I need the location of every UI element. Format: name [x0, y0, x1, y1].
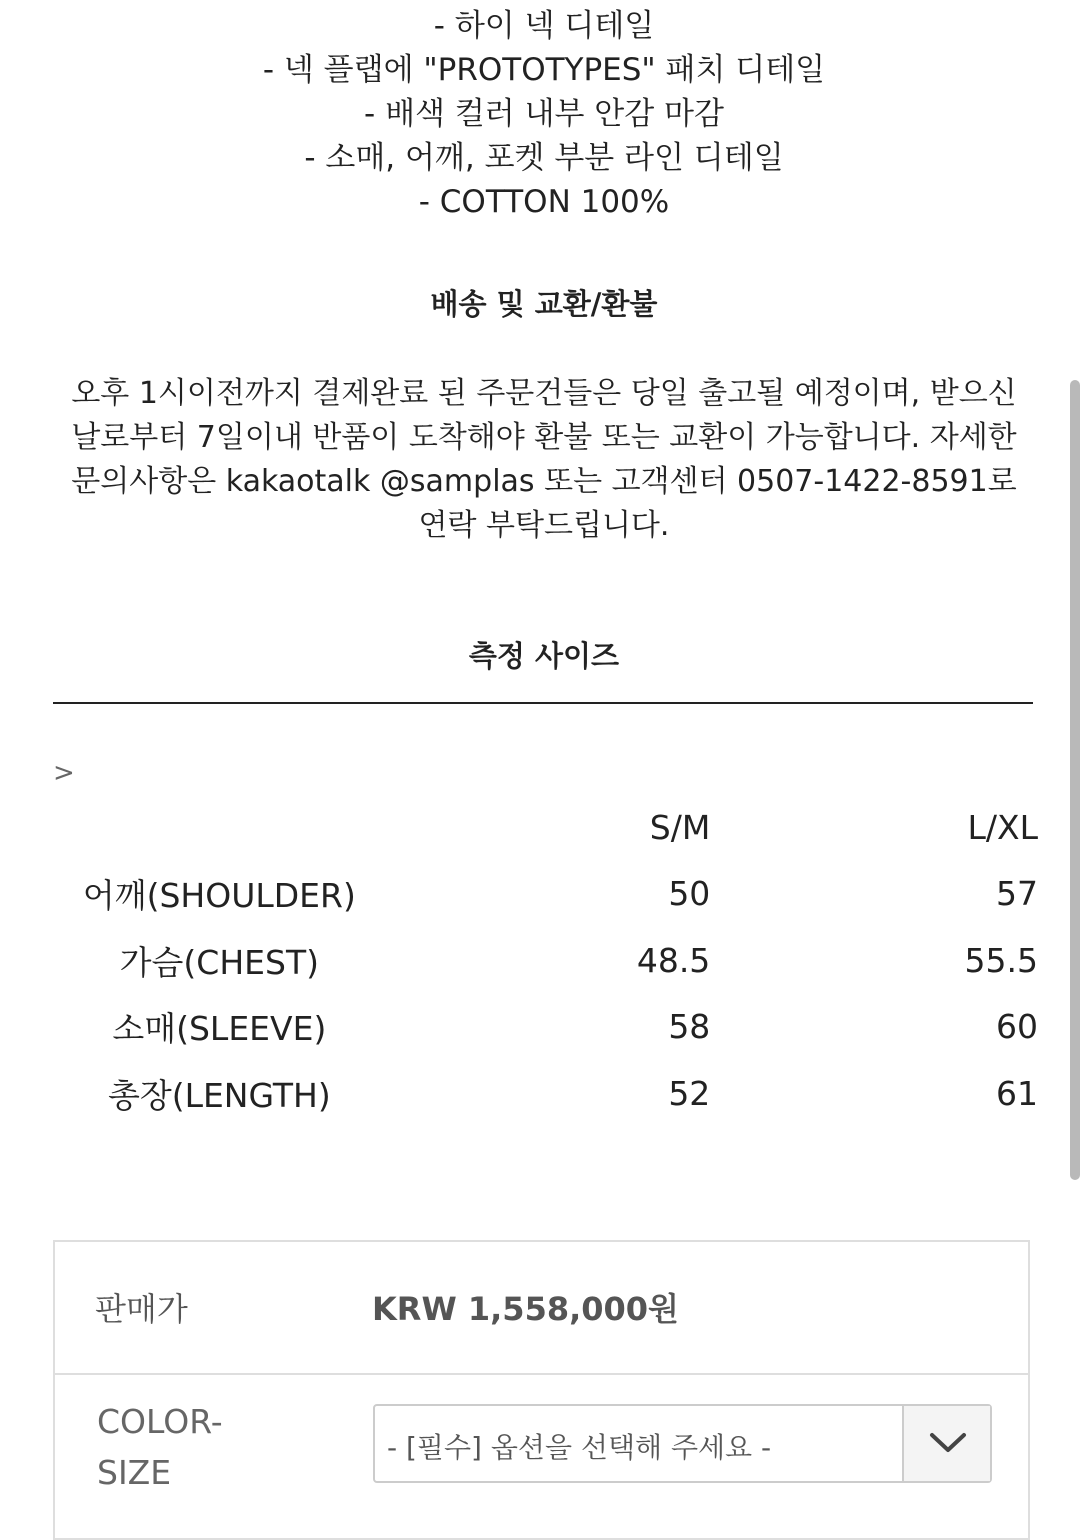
size-row-sm-value: 48.5	[636, 940, 711, 980]
shipping-policy-text: 오후 1시이전까지 결제완료 된 주문건들은 당일 출고될 예정이며, 받으신 날로부터 7일이내 반품이 도착해야 환불 또는 교환이 가능합니다. 자세한 문의사항은 kakaotalk @samplas 또는 고객센터 0507-1422-8591로 연락 부탁드립니다.	[71, 376, 1017, 543]
size-row-lxl-value: 60	[996, 1007, 1038, 1047]
price-label: 판매가	[95, 1290, 188, 1328]
option-label	[97, 1396, 297, 1498]
size-row-lxl-value: 61	[996, 1073, 1038, 1113]
option-select-placeholder: - [필수] 옵션을 선택해 주세요 -	[387, 1431, 772, 1464]
option-label-line: COLOR-	[97, 1402, 223, 1441]
size-row-label: 어깨(SHOULDER)	[82, 876, 356, 916]
color-size-select[interactable]	[373, 1404, 992, 1483]
size-header-blank	[53, 794, 386, 861]
option-label-line: SIZE	[97, 1453, 172, 1492]
feature-item: - 소매, 어깨, 포켓 부분 라인 디테일	[304, 140, 784, 176]
section-divider	[53, 702, 1033, 704]
scrollbar[interactable]	[1070, 380, 1080, 1180]
feature-list	[0, 4, 1088, 224]
feature-item: - COTTON 100%	[418, 184, 670, 220]
shipping-title: 배송 및 교환/환불	[430, 287, 658, 321]
size-table-row	[53, 861, 1038, 928]
size-row-lxl-value: 57	[996, 874, 1038, 914]
price-row	[55, 1242, 1028, 1375]
size-header-sm: S/M	[649, 807, 711, 847]
size-table-row	[53, 927, 1038, 994]
size-chart-title: 측정 사이즈	[468, 639, 620, 673]
size-row-label: 총장(LENGTH)	[107, 1075, 331, 1115]
feature-item: - 넥 플랩에 "PROTOTYPES" 패치 디테일	[262, 52, 826, 88]
size-row-label: 소매(SLEEVE)	[112, 1009, 327, 1049]
size-table-row	[53, 994, 1038, 1061]
size-table	[53, 794, 1038, 1127]
size-header-lxl: L/XL	[967, 807, 1038, 847]
size-row-sm-value: 58	[668, 1007, 711, 1047]
size-table-header-row	[53, 794, 1038, 861]
chevron-down-icon	[929, 1430, 967, 1456]
size-row-lxl-value: 55.5	[964, 940, 1038, 980]
order-box	[53, 1240, 1030, 1540]
feature-item: - 하이 넥 디테일	[433, 8, 655, 44]
chevron-right-icon[interactable]: >	[53, 758, 75, 788]
size-row-sm-value: 50	[668, 874, 711, 914]
feature-item: - 배색 컬러 내부 안감 마감	[364, 96, 724, 132]
price-value: KRW 1,558,000원	[372, 1290, 679, 1328]
size-table-row	[53, 1060, 1038, 1127]
select-arrow-button[interactable]	[902, 1406, 990, 1481]
size-row-sm-value: 52	[668, 1073, 711, 1113]
size-row-label: 가슴(CHEST)	[119, 942, 319, 982]
